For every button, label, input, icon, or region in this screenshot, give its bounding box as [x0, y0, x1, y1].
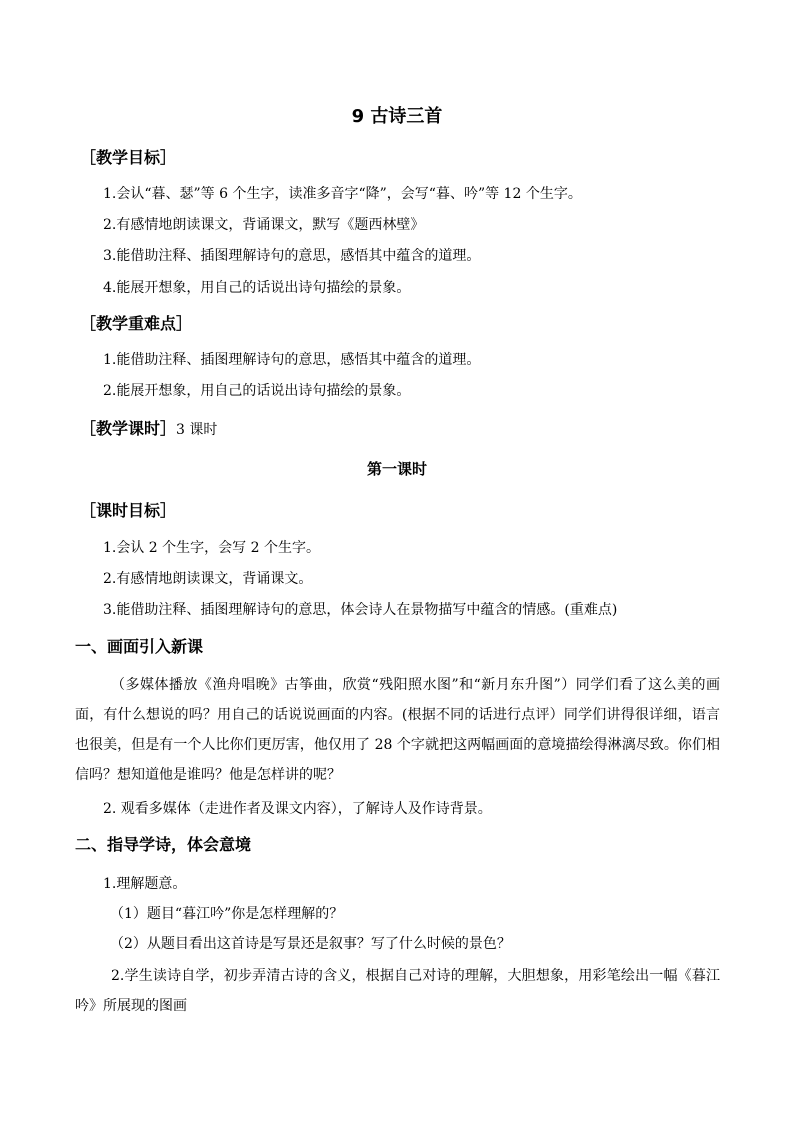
lesson-objective-2: 2.有感情地朗读课文，背诵课文。: [103, 571, 313, 587]
part-two-heading: 二、指导学诗，体会意境: [75, 835, 252, 854]
part-two-question-2: （2）从题目看出这首诗是写景还是叙事？写了什么时候的景色？: [110, 936, 511, 952]
lesson-objectives-heading: ［课时目标］: [80, 501, 177, 520]
lesson-objective-1: 1.会认 2 个生字，会写 2 个生字。: [103, 540, 320, 556]
part-two-question-1: （1）题目“暮江吟”你是怎样理解的？: [110, 906, 344, 922]
objective-item-1: 1.会认“暮、瑟”等 6 个生字，读准多音字“降”，会写“暮、吟”等 12 个生字。: [103, 186, 582, 202]
part-two-step-1: 1.理解题意。: [103, 876, 187, 892]
part-one-paragraph: （多媒体播放《渔舟唱晚》古筝曲，欣赏“残阳照水图”和“新月东升图”）同学们看了这么美的画面，有什么想说的吗？用自己的话说说画面的内容。(根据不同的话进行点评）同学们讲得很详细，语言也很美，但是有一个人比你们更厉害，他仅用了 28 个字就把这两幅画面的意境描绘得淋漓尽致。你们相信吗？想知道他是谁吗？他是怎样讲的呢？: [75, 677, 720, 783]
teaching-periods-value: 3 课时: [176, 422, 218, 438]
part-two-step-2: 2.学生读诗自学，初步弄清古诗的含义，根据自己对诗的理解，大胆想象，用彩笔绘出一幅《暮江吟》所展现的图画: [75, 968, 720, 1014]
lesson-objective-3: 3.能借助注释、插图理解诗句的意思，体会诗人在景物描写中蕴含的情感。(重难点): [103, 602, 618, 618]
key-point-item-1: 1.能借助注释、插图理解诗句的意思，感悟其中蕴含的道理。: [103, 352, 481, 368]
objective-item-2: 2.有感情地朗读课文，背诵课文，默写《题西林壁》: [103, 217, 425, 233]
teaching-periods-label: ［教学课时］: [80, 419, 177, 438]
part-one-heading: 一、画面引入新课: [75, 637, 204, 656]
key-point-item-2: 2.能展开想象，用自己的话说出诗句描绘的景象。: [103, 383, 411, 399]
teaching-periods-heading: [80, 421, 217, 437]
objective-item-3: 3.能借助注释、插图理解诗句的意思，感悟其中蕴含的道理。: [103, 248, 481, 264]
objective-item-4: 4.能展开想象，用自己的话说出诗句描绘的景象。: [103, 280, 411, 296]
key-points-heading: ［教学重难点］: [80, 314, 193, 333]
part-one-step-2: 2. 观看多媒体（走进作者及课文内容），了解诗人及作诗背景。: [103, 801, 492, 817]
teaching-objectives-heading: ［教学目标］: [80, 148, 177, 167]
lesson-one-title: 第一课时: [366, 460, 427, 478]
document-title: 9 古诗三首: [351, 106, 443, 127]
